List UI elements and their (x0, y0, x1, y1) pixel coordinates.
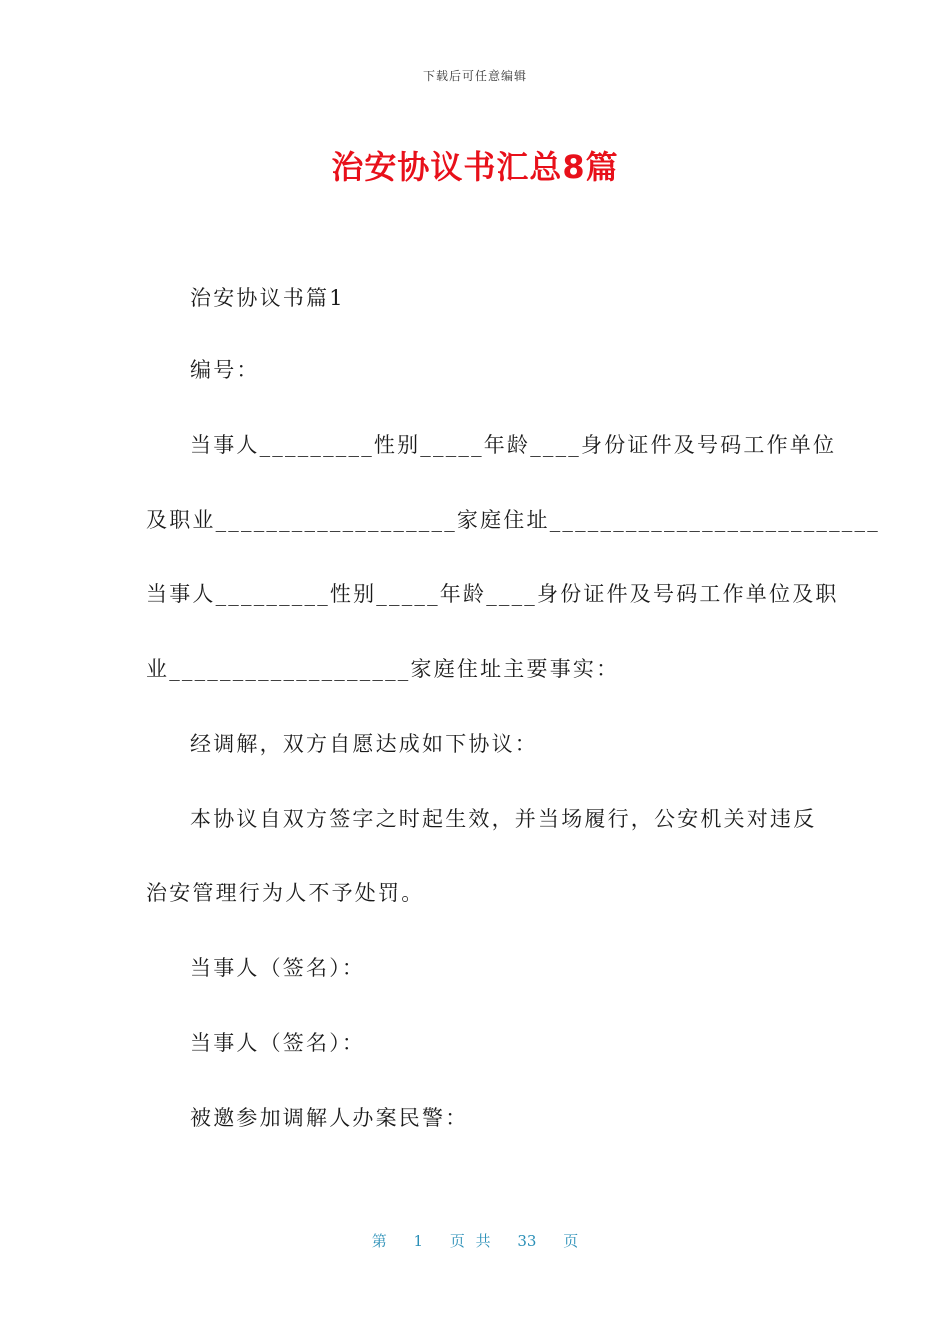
footer-current-page: 1 (413, 1232, 424, 1250)
footer-prefix: 第 (371, 1232, 387, 1250)
paragraph-line: 当事人_________性别_____年龄____身份证件及号码工作单位及职 (146, 582, 839, 606)
page-footer (0, 1230, 950, 1251)
paragraph-line: 本协议自双方签字之时起生效，并当场履行，公安机关对违反 (190, 807, 817, 831)
footer-suffix: 页 (563, 1232, 579, 1250)
footer-middle: 页 共 (449, 1232, 491, 1250)
paragraph-line: 及职业___________________家庭住址__________________________ (146, 508, 880, 532)
paragraph-line: 编号： (190, 358, 260, 382)
signature-line: 当事人（签名）： (190, 956, 366, 980)
signature-line: 当事人（签名）： (190, 1031, 366, 1055)
document-title: 治安协议书汇总8篇 (331, 148, 619, 186)
header-note: 下载后可任意编辑 (422, 69, 527, 83)
section-heading: 治安协议书篇1 (190, 286, 345, 310)
paragraph-line: 治安管理行为人不予处罚。 (146, 881, 425, 905)
signature-line: 被邀参加调解人办案民警： (190, 1106, 469, 1130)
paragraph-line: 业___________________家庭住址主要事实： (146, 657, 620, 681)
footer-total-pages: 33 (517, 1232, 537, 1250)
paragraph-line: 当事人_________性别_____年龄____身份证件及号码工作单位 (190, 433, 837, 457)
paragraph-line: 经调解，双方自愿达成如下协议： (190, 732, 538, 756)
